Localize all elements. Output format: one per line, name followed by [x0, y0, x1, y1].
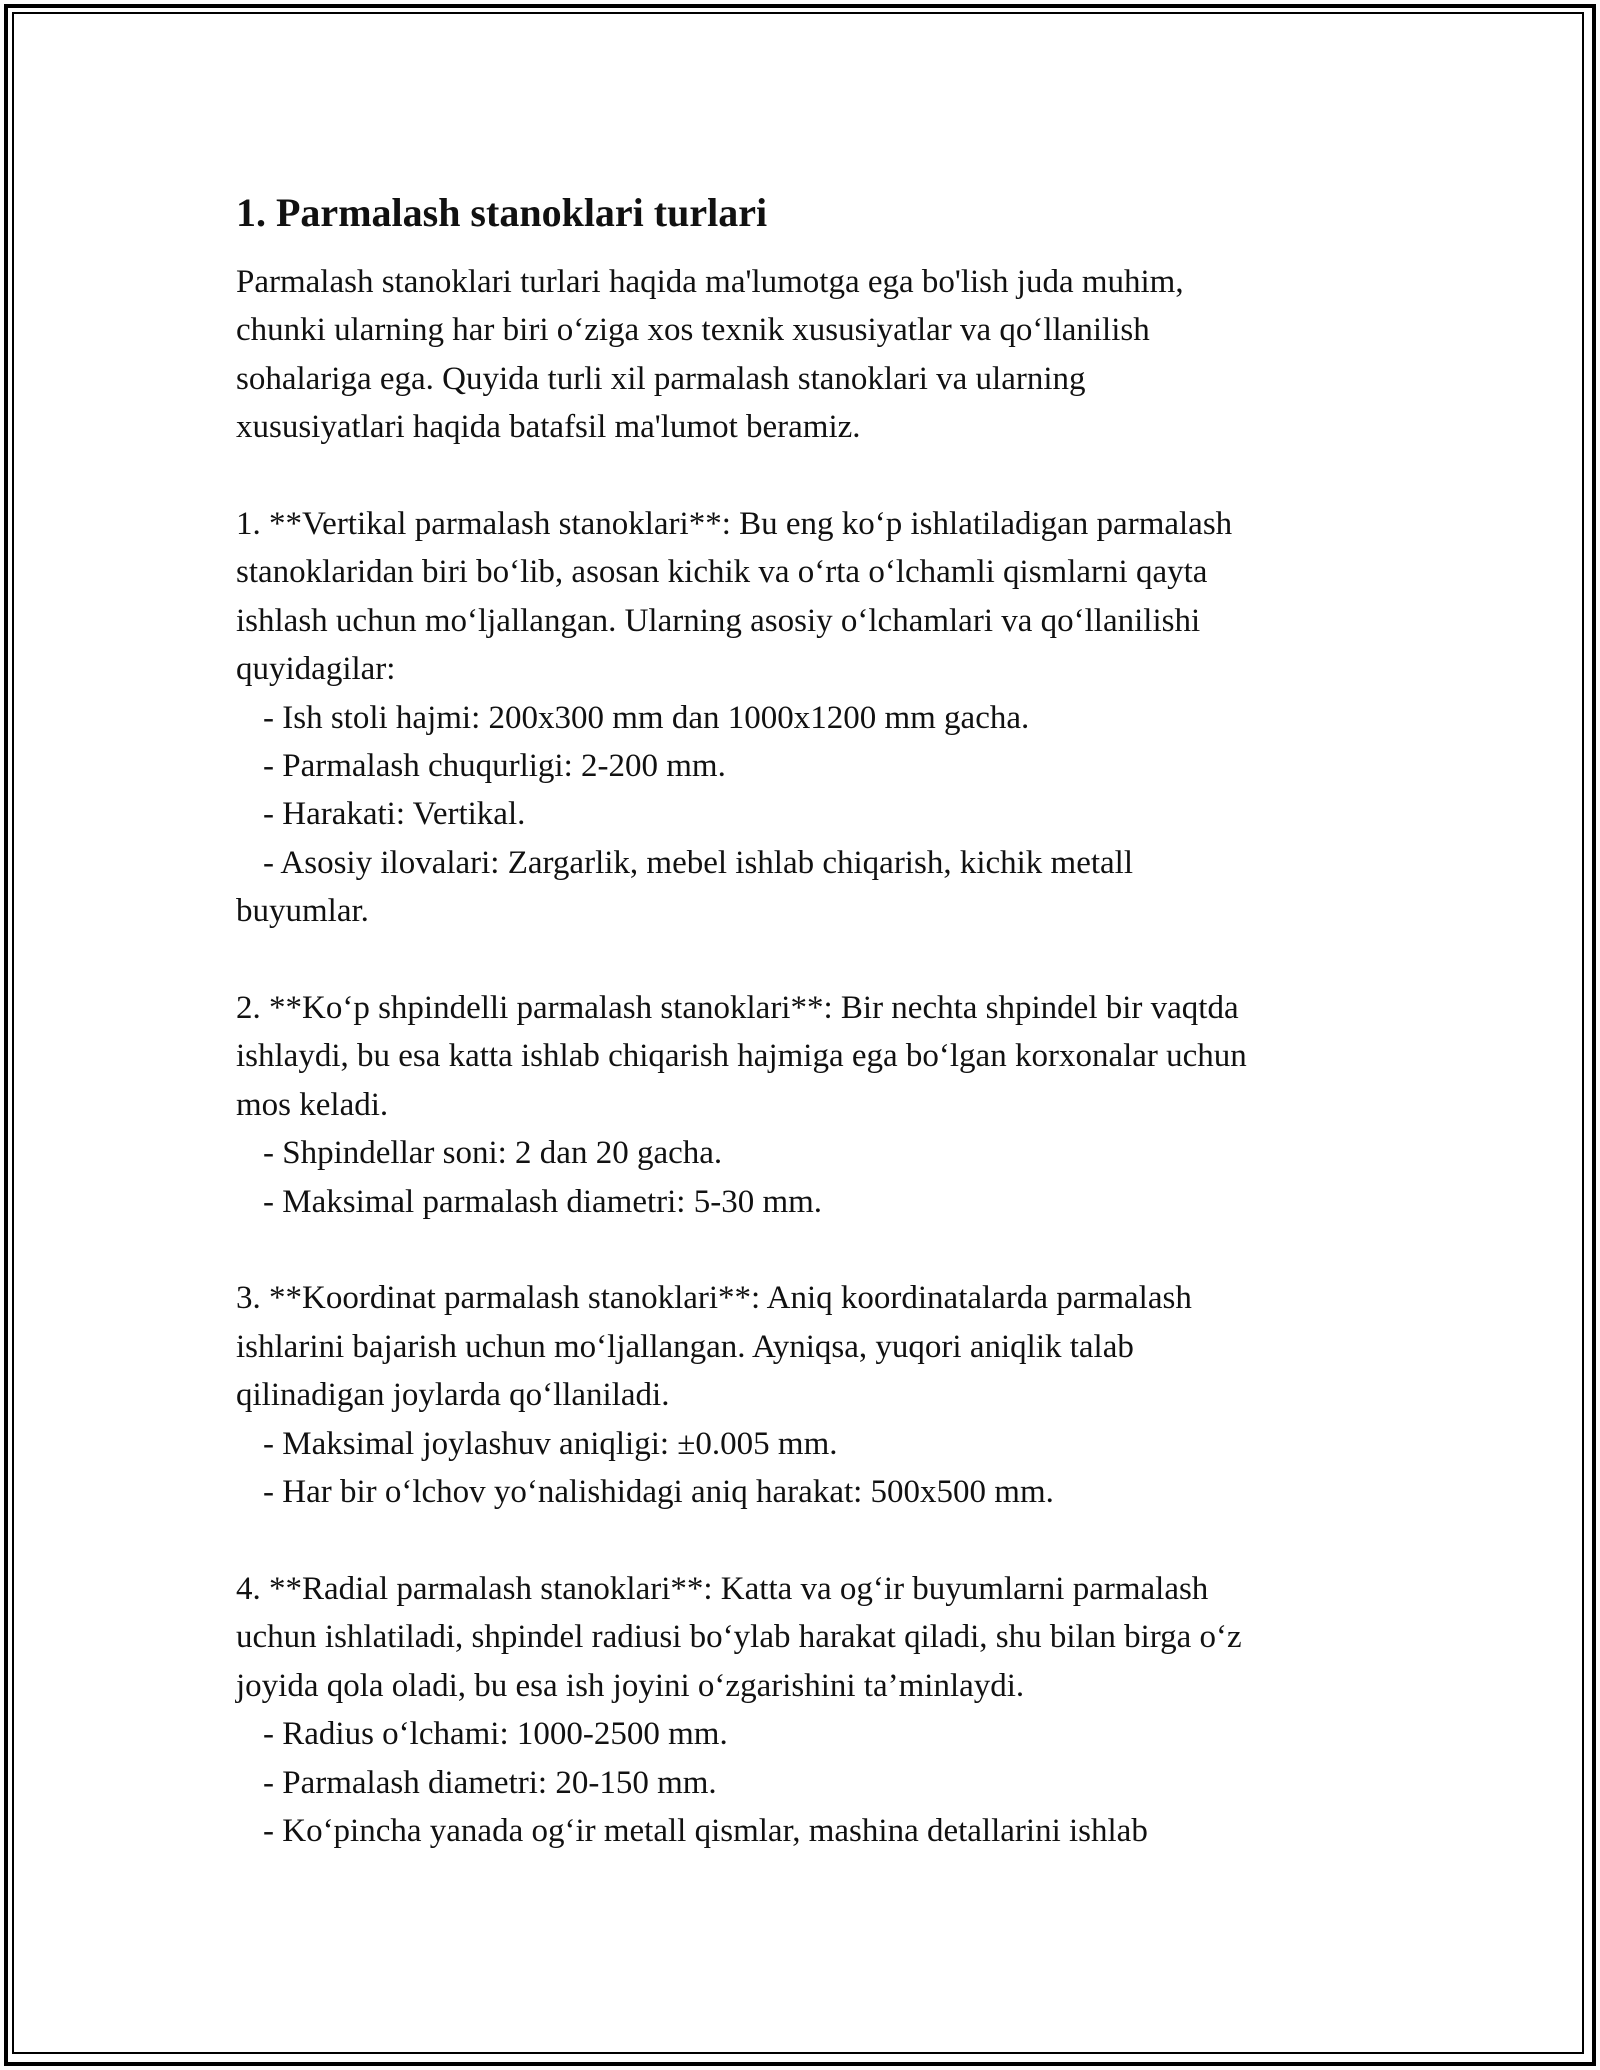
intro-line: Parmalash stanoklari turlari haqida ma'lumotga ega bo'lish juda muhim, — [236, 264, 1184, 300]
item-bullet: - Maksimal parmalash diametri: 5-30 mm. — [263, 1183, 823, 1220]
document-body — [236, 186, 1376, 1904]
item-bullet: - Asosiy ilovalari: Zargarlik, mebel ishlab chiqarish, kichik metall — [263, 844, 1134, 881]
item-bullet: - Radius o‘lchami: 1000-2500 mm. — [263, 1716, 728, 1753]
item-line: 4. **Radial parmalash stanoklari**: Katta va og‘ir buyumlarni parmalash — [236, 1570, 1209, 1607]
item-bullet: - Parmalash chuqurligi: 2-200 mm. — [263, 748, 726, 785]
intro-line: xususiyatlari haqida batafsil ma'lumot beramiz. — [236, 409, 861, 446]
item-line: stanoklaridan biri bo‘lib, asosan kichik va o‘rta o‘lchamli qismlarni qayta — [236, 554, 1208, 591]
item-multi-spindle-drilling — [236, 984, 1376, 1226]
item-bullet: - Har bir o‘lchov yo‘nalishidagi aniq harakat: 500x500 mm. — [263, 1474, 1054, 1511]
item-line: joyida qola oladi, bu esa ish joyini o‘zgarishini ta’minlaydi. — [236, 1667, 1025, 1704]
item-bullet: - Maksimal joylashuv aniqligi: ±0.005 mm. — [263, 1425, 838, 1462]
item-line: uchun ishlatiladi, shpindel radiusi bo‘ylab harakat qiladi, shu bilan birga o‘z — [236, 1619, 1242, 1656]
item-line: 3. **Koordinat parmalash stanoklari**: Aniq koordinatalarda parmalash — [236, 1280, 1192, 1317]
item-vertical-drilling — [236, 500, 1376, 936]
item-coordinate-drilling — [236, 1274, 1376, 1516]
intro-line: sohalariga ega. Quyida turli xil parmalash stanoklari va ularning — [236, 360, 1086, 397]
item-bullet-continuation: buyumlar. — [236, 893, 369, 930]
item-bullet: - Harakati: Vertikal. — [263, 796, 526, 833]
item-line: 2. **Ko‘p shpindelli parmalash stanoklari**: Bir nechta shpindel bir vaqtda — [236, 990, 1239, 1027]
item-line: ishlarini bajarish uchun mo‘ljallangan. Ayniqsa, yuqori aniqlik talab — [236, 1328, 1134, 1365]
item-line: ishlash uchun mo‘ljallangan. Ularning asosiy o‘lchamlari va qo‘llanilishi — [236, 602, 1201, 639]
item-line: mos keladi. — [236, 1086, 389, 1123]
item-bullet: - Ko‘pincha yanada og‘ir metall qismlar, mashina detallarini ishlab — [263, 1812, 1148, 1849]
item-line: 1. **Vertikal parmalash stanoklari**: Bu eng ko‘p ishlatiladigan parmalash — [236, 506, 1233, 543]
intro-paragraph — [236, 258, 1376, 452]
item-bullet: - Shpindellar soni: 2 dan 20 gacha. — [263, 1135, 723, 1172]
item-radial-drilling — [236, 1565, 1376, 1855]
item-bullet: - Parmalash diametri: 20-150 mm. — [263, 1764, 717, 1801]
item-line: quyidagilar: — [236, 651, 396, 688]
section-title: 1. Parmalash stanoklari turlari — [236, 190, 768, 235]
item-line: qilinadigan joylarda qo‘llaniladi. — [236, 1377, 670, 1414]
item-bullet: - Ish stoli hajmi: 200x300 mm dan 1000x1200 mm gacha. — [263, 699, 1030, 736]
intro-line: chunki ularning har biri o‘ziga xos texnik xususiyatlar va qo‘llanilish — [236, 312, 1150, 349]
item-line: ishlaydi, bu esa katta ishlab chiqarish hajmiga ega bo‘lgan korxonalar uchun — [236, 1038, 1247, 1075]
